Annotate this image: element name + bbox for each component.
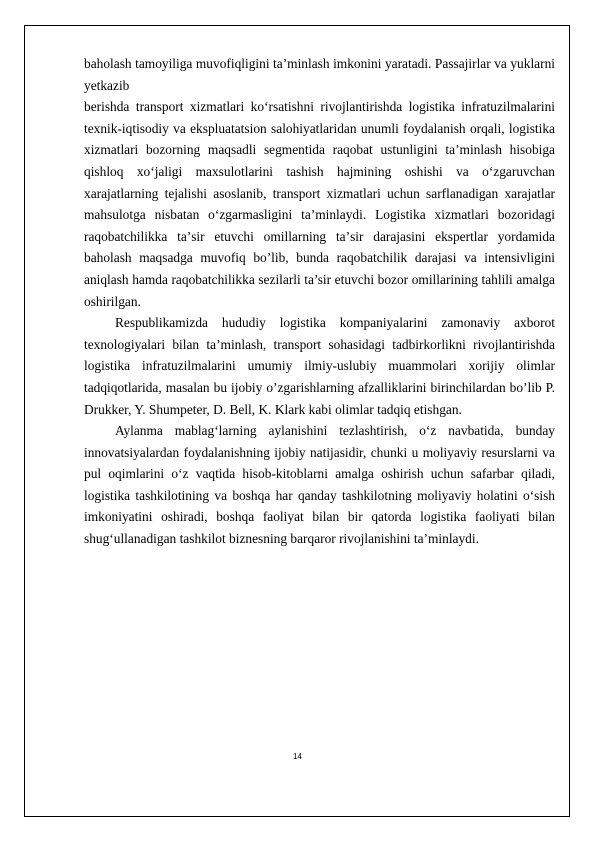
paragraph-working-capital: Aylanma mablag‘larning aylanishini tezlashtirish, o‘z navbatida, bunday innovatsiyalardan foydalanishning ijobiy natijasidir, chunki u moliyaviy resurslarni va pul oqimlarini o‘z vaqtida hisob-kitoblarni amalga oshirish uchun safarbar qiladi, logistika tashkilotining va boshqa har qanday tashkilotning moliyaviy holatini o‘sish imkoniyatini oshiradi, boshqa faoliyat bilan bir qatorda logistika faoliyati bilan shug‘ullanadigan tashkilot biznesning barqaror rivojlanishini ta’minlaydi. [84,423,555,547]
paragraph-continuation: baholash tamoyiliga muvofiqligini taʼminlash imkonini yaratadi. Passajirlar va yuklarni yetkazib [84,56,555,93]
paragraph-transport-services: berishda transport xizmatlari ko‘rsatishni rivojlantirishda logistika infratuzilmalarini texnik-iqtisodiy va ekspluatatsion salohiyatlaridan unumli foydalanish orqali, logistika xizmatlari bozorning maqsadli segmentida raqobat ustunligini taʼminlash hisobiga qishloq xo‘jaligi maxsulotlarini tashish hajmining oshishi va o‘zgaruvchan xarajatlarning tejalishi asoslanib, transport xizmatlari uchun sarflanadigan xarajatlar mahsulotga nisbatan o‘zgarmasligini taʼminlaydi. Logistika xizmatlari bozoridagi raqobatchilikka taʼsir etuvchi omillarning taʼsir darajasini ekspertlar yordamida baholash maqsadga muvofiq bo’lib, bunda raqobatchilik darajasi va intensivligini aniqlash hamda raqobatchilikka sezilarli ta’sir etuvchi bozor omillarining tahlili amalga oshirilgan. [84,99,555,309]
document-body [84,53,555,550]
page-number: 14 [293,752,302,761]
paragraph-regional-logistics: Respublikamizda hududiy logistika kompaniyalarini zamonaviy axborot texnologiyalari bilan taʼminlash, transport sohasidagi tadbirkorlikni rivojlantirishda logistika infratuzilmalarini umumiy ilmiy-uslubiy muammolari xorijiy olimlar tadqiqotlarida, masalan bu ijobiy o’zgarishlarning afzalliklarini birinchilardan bo’lib P. Drukker, Y. Shumpeter, D. Bell, K. Klark kabi olimlar tadqiq etishgan. [84,315,555,417]
